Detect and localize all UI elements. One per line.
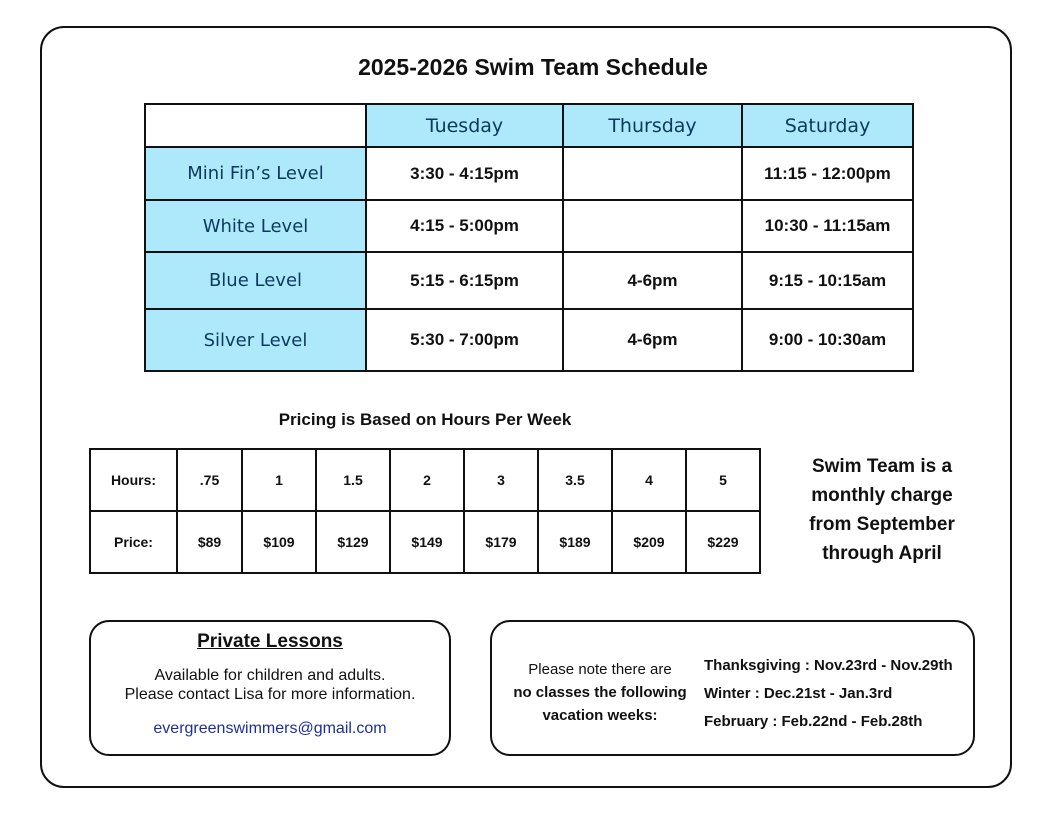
private-lessons-box [89, 620, 451, 756]
note-line: through April [822, 543, 942, 564]
schedule-row [145, 252, 913, 309]
vacation-intro-line: vacation weeks: [542, 707, 658, 724]
vacation-week-list [704, 652, 974, 736]
price-row [90, 511, 760, 573]
private-lessons-line: Please contact Lisa for more information. [124, 686, 416, 703]
vacation-weeks-box [490, 620, 975, 756]
hours-label: Hours: [90, 449, 177, 511]
thursday-time: 4-6pm [563, 309, 742, 371]
tuesday-time: 4:15 - 5:00pm [366, 200, 563, 252]
price-value: $89 [177, 511, 242, 573]
day-header-tuesday: Tuesday [366, 104, 563, 147]
note-line: Swim Team is a [811, 456, 953, 477]
hours-value: .75 [177, 449, 242, 511]
schedule-header-row [145, 104, 913, 147]
price-value: $189 [538, 511, 612, 573]
thursday-time [563, 147, 742, 200]
thursday-time: 4-6pm [563, 252, 742, 309]
note-line: monthly charge [811, 485, 953, 506]
private-lessons-line: Available for children and adults. [154, 667, 386, 684]
price-value: $129 [316, 511, 390, 573]
monthly-charge-note [786, 452, 978, 568]
tuesday-time: 3:30 - 4:15pm [366, 147, 563, 200]
pricing-table [89, 448, 761, 574]
hours-value: 3.5 [538, 449, 612, 511]
private-lessons-heading: Private Lessons [197, 631, 343, 652]
day-header-saturday: Saturday [742, 104, 913, 147]
schedule-row [145, 309, 913, 371]
price-value: $209 [612, 511, 686, 573]
hours-row [90, 449, 760, 511]
hours-value: 2 [390, 449, 464, 511]
price-value: $179 [464, 511, 538, 573]
hours-value: 3 [464, 449, 538, 511]
tuesday-time: 5:30 - 7:00pm [366, 309, 563, 371]
hours-value: 1.5 [316, 449, 390, 511]
price-label: Price: [90, 511, 177, 573]
schedule-table [144, 103, 914, 372]
price-value: $109 [242, 511, 316, 573]
vacation-intro-line: Please note there are [528, 661, 672, 678]
tuesday-time: 5:15 - 6:15pm [366, 252, 563, 309]
vacation-week-item: Winter : Dec.21st - Jan.3rd [704, 685, 893, 702]
hours-value: 1 [242, 449, 316, 511]
level-name: Silver Level [145, 309, 366, 371]
pricing-title: Pricing is Based on Hours Per Week [278, 410, 572, 429]
level-name: White Level [145, 200, 366, 252]
saturday-time: 11:15 - 12:00pm [742, 147, 913, 200]
saturday-time: 9:00 - 10:30am [742, 309, 913, 371]
day-header-thursday: Thursday [563, 104, 742, 147]
hours-value: 5 [686, 449, 760, 511]
saturday-time: 9:15 - 10:15am [742, 252, 913, 309]
contact-email-link[interactable]: evergreenswimmers@gmail.com [153, 720, 387, 737]
page-title: 2025-2026 Swim Team Schedule [358, 54, 708, 80]
schedule-row [145, 147, 913, 200]
hours-value: 4 [612, 449, 686, 511]
price-value: $149 [390, 511, 464, 573]
price-value: $229 [686, 511, 760, 573]
vacation-week-item: February : Feb.22nd - Feb.28th [704, 713, 923, 730]
vacation-intro-line: no classes the following [513, 684, 687, 701]
thursday-time [563, 200, 742, 252]
schedule-row [145, 200, 913, 252]
level-name: Blue Level [145, 252, 366, 309]
saturday-time: 10:30 - 11:15am [742, 200, 913, 252]
vacation-intro [500, 658, 700, 727]
note-line: from September [809, 514, 955, 535]
schedule-corner-cell [145, 104, 366, 147]
vacation-week-item: Thanksgiving : Nov.23rd - Nov.29th [704, 657, 953, 674]
level-name: Mini Fin’s Level [145, 147, 366, 200]
